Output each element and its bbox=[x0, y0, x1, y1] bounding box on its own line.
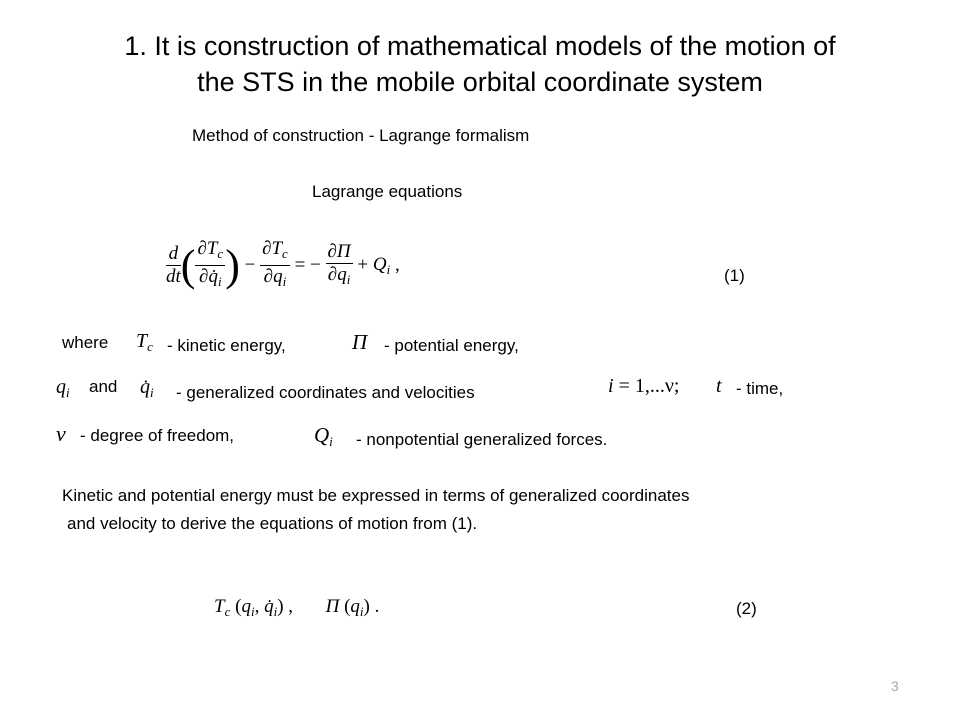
time-text: - time, bbox=[736, 379, 784, 398]
generalized-coordinates-text: - generalized coordinates and velocities bbox=[176, 383, 475, 402]
t-symbol: t bbox=[716, 375, 722, 397]
energy-functions-equation: $T_c$ ($q_i$, $q̇_i$) , Π $(q_i)$ . bbox=[214, 596, 380, 619]
kinetic-energy-text: - kinetic energy, bbox=[167, 336, 286, 355]
slide-title bbox=[0, 28, 960, 100]
paragraph-line-1: Kinetic and potential energy must be expressed in terms of generalized coordinates bbox=[62, 486, 690, 505]
method-text: Method of construction - Lagrange formalism bbox=[192, 126, 530, 145]
lagrange-equation: $\frac{d}{dt}$ ( $\frac{\partial T_c}{\partial q̇_i}$ ) − $\frac{\partial T_c}{\partial q_i}$ = − $\frac{\partial\Pi}{\partial q_i}$ + $Q_i$ , bbox=[166, 238, 400, 290]
q-dot-symbol: $q̇_i$ bbox=[140, 376, 154, 400]
equation-1-label: (1) bbox=[724, 266, 745, 285]
and-label: and bbox=[89, 377, 118, 396]
potential-energy-symbol: Π bbox=[352, 330, 368, 354]
equation-2-label: (2) bbox=[736, 599, 757, 618]
potential-energy-text: - potential energy, bbox=[384, 336, 519, 355]
title-line-2: the STS in the mobile orbital coordinate system bbox=[197, 67, 763, 97]
lagrange-heading: Lagrange equations bbox=[312, 182, 463, 201]
index-range-symbol: i = 1,...ν; bbox=[608, 375, 680, 397]
degree-of-freedom-text: - degree of freedom, bbox=[80, 426, 235, 445]
nu-symbol: ν bbox=[56, 421, 66, 446]
nonpotential-forces-text: - nonpotential generalized forces. bbox=[356, 430, 608, 449]
Q-symbol: $Q_i$ bbox=[314, 423, 333, 449]
title-line-1: 1. It is construction of mathematical models of the motion of bbox=[124, 31, 836, 61]
paragraph-line-2: and velocity to derive the equations of motion from (1). bbox=[67, 514, 478, 533]
q-symbol: $q_i$ bbox=[56, 376, 70, 400]
kinetic-energy-symbol: $T_c$ bbox=[136, 330, 153, 354]
where-label: where bbox=[62, 333, 109, 352]
page-number: 3 bbox=[891, 678, 899, 694]
